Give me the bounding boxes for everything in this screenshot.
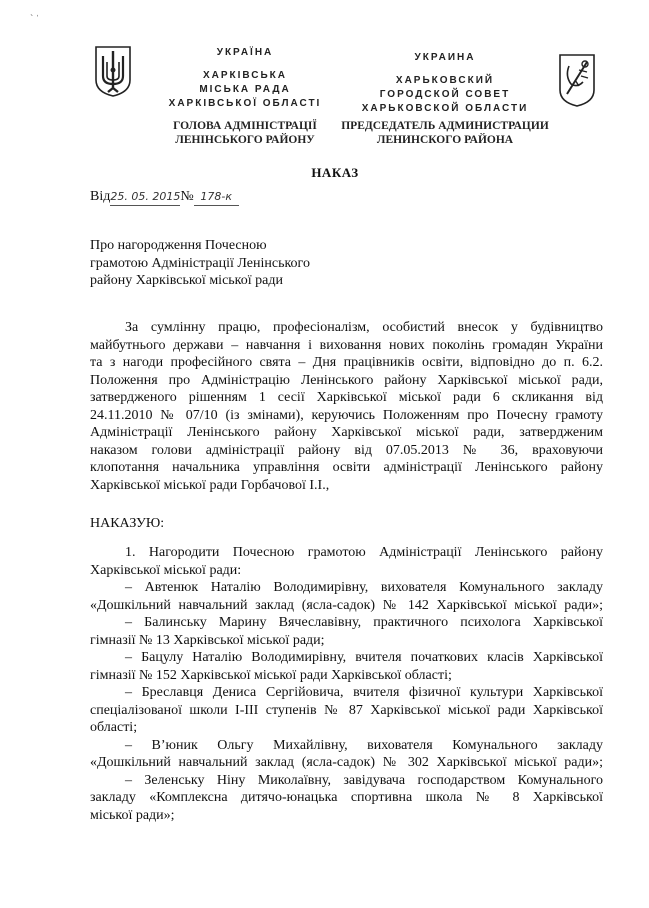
preamble-line: клопотання начальника управління освіти адміністрації Ленінського району [90, 460, 603, 475]
scan-marks: ` ˈ [30, 14, 40, 25]
header-ua-council-line: МІСЬКА РАДА [199, 84, 291, 95]
preamble-line: затвердженого рішенням 1 сесії Харківської міської ради 6 скликання від [90, 390, 603, 405]
handwritten-number: 178-к [200, 190, 233, 203]
header-ru-council-line: ХАРЬКОВСКИЙ [395, 75, 495, 86]
header-ru-head-line: ПРЕДСЕДАТЕЛЬ АДМИНИСТРАЦИИ [341, 120, 549, 132]
date-number-line [90, 187, 260, 205]
item-line: закладу «Комплексна дитячо-юнацька спортивна школа № 8 Харківської [90, 790, 603, 805]
item-line: Харківської міської ради: [90, 562, 242, 578]
preamble-line: Харківської міської ради Горбачової І.І., [90, 477, 330, 493]
item-line: гімназії № 13 Харківської міської ради; [90, 632, 325, 648]
header-ua-head-line: ГОЛОВА АДМІНІСТРАЦІЇ [173, 120, 317, 132]
order-word: НАКАЗУЮ: [90, 516, 165, 531]
item-line: міської ради»; [90, 807, 175, 823]
item-line: 1. Нагородити Почесною грамотою Адміністрації Ленінського району [125, 545, 603, 560]
number-label: № [180, 189, 194, 204]
preamble-line: Адміністрації Ленінського району Харківської міської ради, затвердженим [90, 425, 603, 440]
subject-line: району Харківської міської ради [90, 273, 283, 288]
header-ua-country: УКРАЇНА [216, 47, 274, 58]
date-prefix: Від [90, 189, 111, 204]
header-ru-council-line: ГОРОДСКОЙ СОВЕТ [379, 89, 511, 100]
subject-line: грамотою Адміністрації Ленінського [90, 255, 310, 271]
item-line: гімназії № 152 Харківської міської ради Харківської області; [90, 667, 452, 683]
header-ua-council-line: ХАРКІВСЬКОЇ ОБЛАСТІ [168, 98, 322, 109]
header-ua-head-line: ЛЕНІНСЬКОГО РАЙОНУ [175, 134, 315, 146]
ukraine-coat-of-arms-icon [93, 44, 133, 98]
item-line: «Дошкільний навчальний заклад (ясла-садок) № 142 Харківської міської ради»; [90, 597, 603, 613]
preamble [90, 319, 603, 494]
header-ru-council-line: ХАРЬКОВСКОЙ ОБЛАСТИ [361, 103, 529, 114]
item-line: «Дошкільний навчальний заклад (ясла-садок) № 302 Харківської міської ради»; [90, 755, 603, 770]
preamble-line: Положення про Адміністрацію Ленінського району Харківської міської ради, [90, 372, 603, 388]
header-ru [345, 51, 545, 116]
item-line: області; [90, 720, 138, 735]
order-items [90, 544, 603, 824]
kharkiv-coat-of-arms-icon [557, 52, 597, 108]
item-line: – Бреславця Дениса Сергійовича, вчителя фізичної культури Харківської [125, 685, 603, 700]
header-ru-country: УКРАИНА [414, 52, 476, 63]
item-line: – Бацулу Наталію Володимирівну, вчителя початкових класів Харківської [125, 650, 603, 665]
preamble-line: та з нагоди професійного свята – Дня працівників освіти, відповідно до п. 6.2. [90, 355, 603, 370]
header-ru-head-line: ЛЕНИНСКОГО РАЙОНА [376, 134, 514, 146]
subject-line: Про нагородження Почесною [90, 238, 267, 253]
header-ua-council-line: ХАРКІВСЬКА [202, 70, 288, 81]
item-line: – Балинську Марину Вячеславівну, практичного психолога Харківської [125, 615, 603, 630]
item-line: – В’юник Ольгу Михайлівну, вихователя Комунального закладу [125, 737, 603, 753]
preamble-line: майбутнього держави – навчання і виховання нових поколінь громадян України [90, 337, 603, 353]
preamble-line: За сумлінну працю, професіоналізм, особистий внесок у будівництво [125, 320, 603, 335]
header-ua [150, 46, 340, 111]
handwritten-date: 25. 05. 2015 [110, 190, 181, 203]
item-line: спеціалізованої школи І-ІІІ ступенів № 87 Харківської міської ради Харківської [90, 702, 603, 718]
preamble-line: наказом голови адміністрації району від 07.05.2013 № 36, враховуючи [90, 442, 603, 458]
item-line: – Зеленську Ніну Миколаївну, завідувача господарством Комунального [125, 772, 603, 788]
item-line: – Автенюк Наталію Володимирівну, вихователя Комунального закладу [125, 580, 603, 595]
document-subject [90, 237, 390, 290]
header-ru-head [340, 119, 550, 147]
preamble-line: 24.11.2010 № 07/10 (із змінами), керуючись Положенням про Почесну грамоту [90, 407, 603, 423]
document-title: НАКАЗ [311, 165, 359, 180]
header-ua-head [150, 119, 340, 147]
